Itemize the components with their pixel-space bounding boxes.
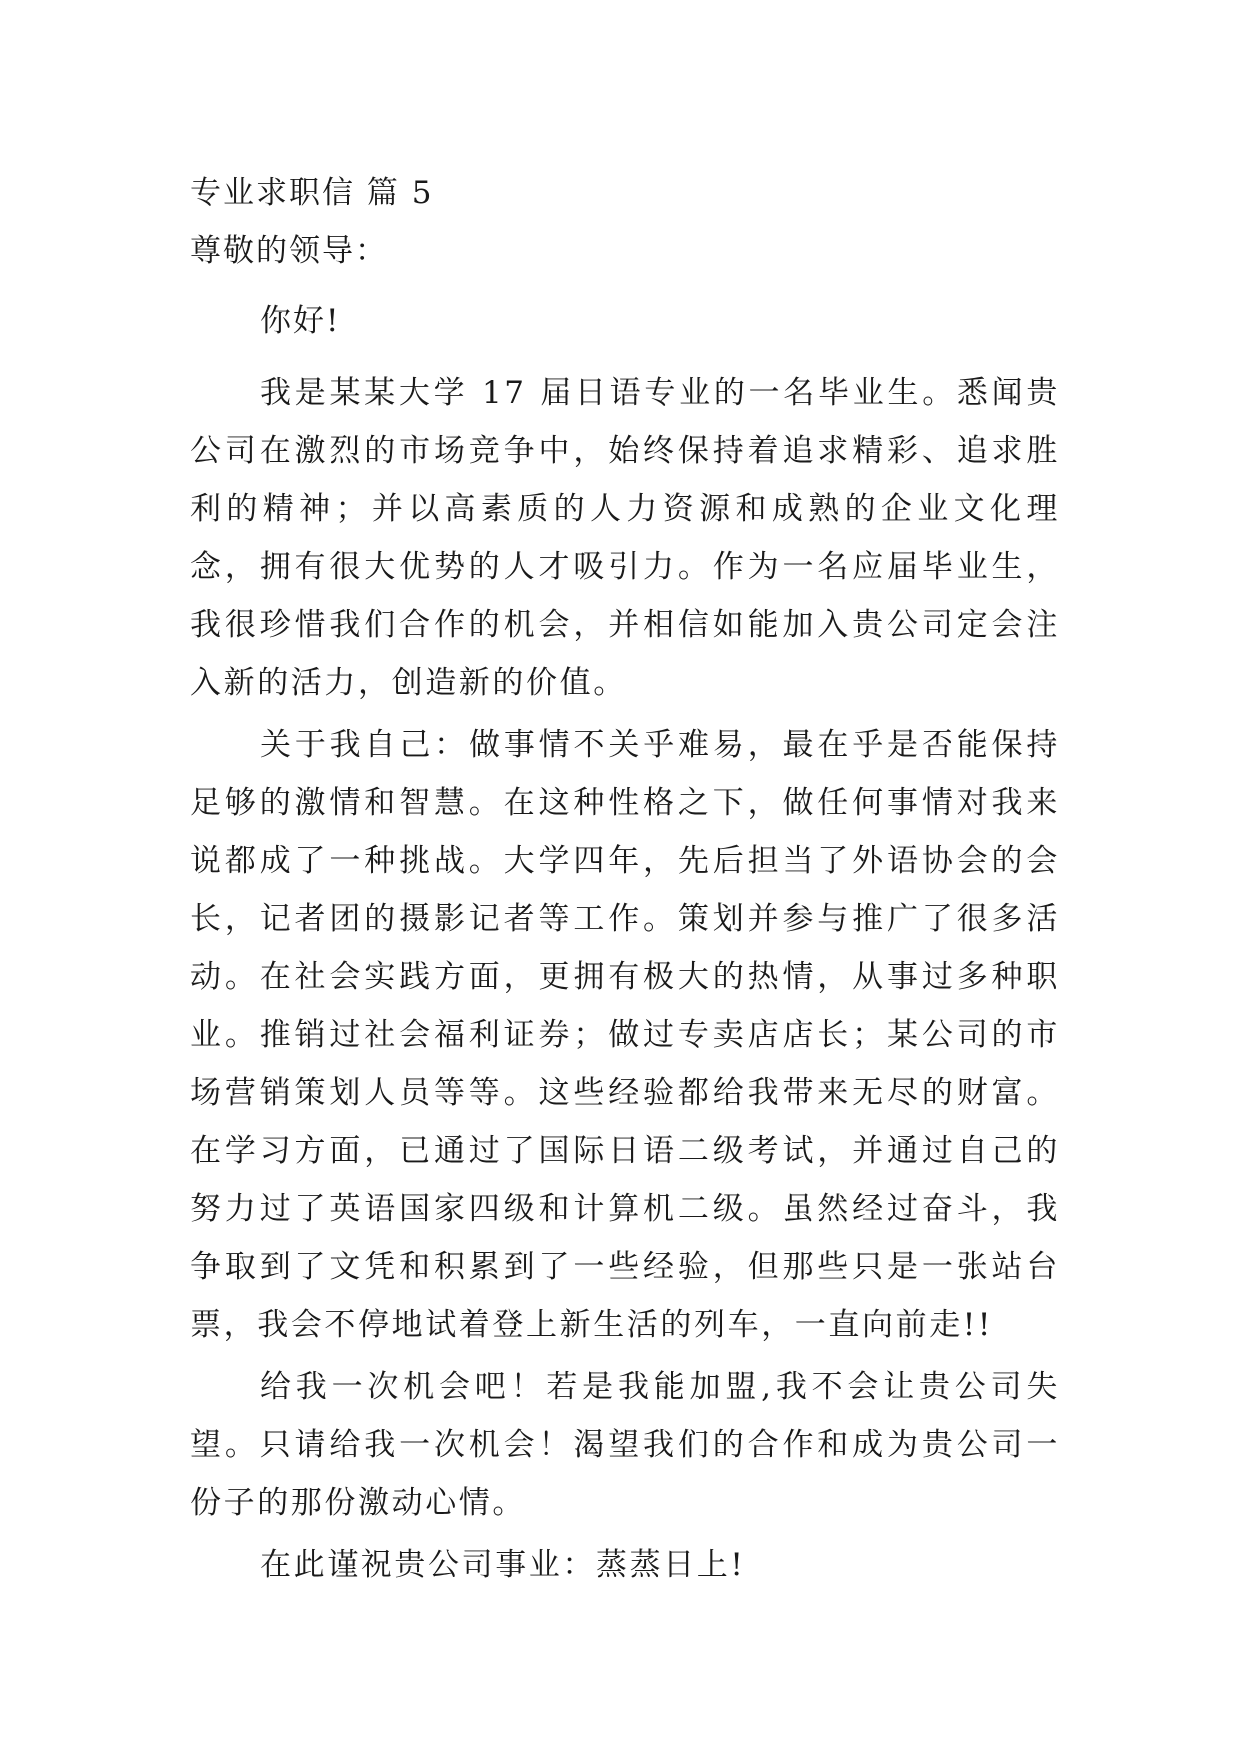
- letter-body: [190, 164, 1060, 1594]
- salutation: 尊敬的领导：: [190, 233, 388, 269]
- paragraph-closing-wish: 在此谨祝贵公司事业：蒸蒸日上!: [260, 1547, 746, 1583]
- paragraph-introduction: 我是某某大学 17 届日语专业的一名毕业生。悉闻贵公司在激烈的市场竞争中，始终保持着追求精彩、追求胜利的精神；并以高素质的人力资源和成熟的企业文化理念，拥有很大优势的人才吸引力。作为一名应届毕业生，我很珍惜我们合作的机会，并相信如能加入贵公司定会注入新的活力，创造新的价值。: [190, 375, 1060, 701]
- greeting: 你好!: [260, 303, 341, 339]
- document-heading: 专业求职信 篇 5: [190, 175, 434, 211]
- paragraph-about-me: 关于我自己：做事情不关乎难易，最在乎是否能保持足够的激情和智慧。在这种性格之下，做任何事情对我来说都成了一种挑战。大学四年，先后担当了外语协会的会长，记者团的摄影记者等工作。策划并参与推广了很多活动。在社会实践方面，更拥有极大的热情，从事过多种职业。推销过社会福利证券；做过专卖店店长；某公司的市场营销策划人员等等。这些经验都给我带来无尽的财富。在学习方面，已通过了国际日语二级考试，并通过自己的努力过了英语国家四级和计算机二级。虽然经过奋斗，我争取到了文凭和积累到了一些经验，但那些只是一张站台票，我会不停地试着登上新生活的列车，一直向前走!!: [190, 727, 1060, 1343]
- paragraph-request: 给我一次机会吧！若是我能加盟,我不会让贵公司失望。只请给我一次机会！渴望我们的合作和成为贵公司一份子的那份激动心情。: [190, 1369, 1060, 1521]
